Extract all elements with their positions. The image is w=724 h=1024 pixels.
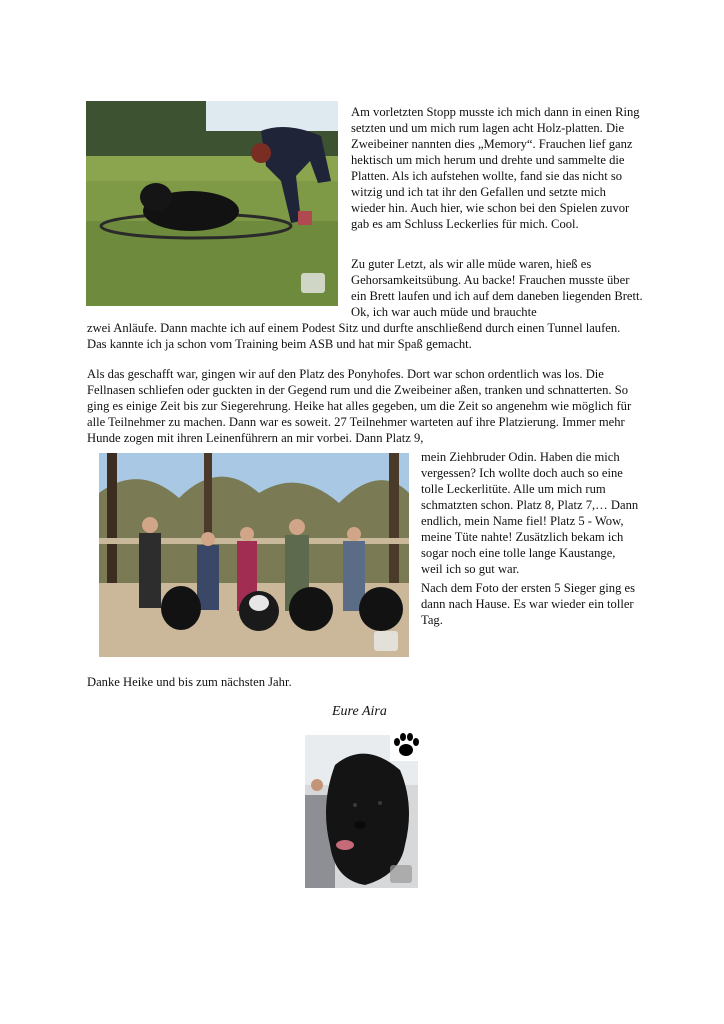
photo-watermark-icon <box>301 273 325 293</box>
paragraph-homeward: Nach dem Foto der ersten 5 Sieger ging es dann nach Hause. Es war wieder ein toller Tag. <box>421 581 636 627</box>
photo-winners-group <box>99 453 409 657</box>
paw-print-icon <box>390 729 422 761</box>
paragraph-placement-side: mein Ziehbruder Odin. Haben die mich vergessen? Ich wollte doch auch so eine tolle Leckerlitüte. Alle um mich rum schmatzten schon. Platz 8, Platz 7,… Dann endlich, mein Name fiel! Platz 5 - Wow, meine Tüte nahte! Zusätzlich bekam ich sogar noch eine tolle lange Kaustange, weil ich so gut war. <box>421 450 639 576</box>
paragraph-obedience-full: zwei Anläufe. Dann machte ich auf einem Podest Sitz und durfte anschließend durch einen Tunnel laufen. Das kannte ich ja schon vom Training beim ASB und hat mir Spaß gemacht. <box>87 321 621 351</box>
paragraph-obedience-side: Zu guter Letzt, als wir alle müde waren, hieß es Gehorsamkeitsübung. Au backe! Frauchen musste über ein Brett laufen und ich auf dem daneben liegenden Brett. Ok, ich war auch müde und brauchte <box>351 257 643 319</box>
paragraph-memory: Am vorletzten Stopp musste ich mich dann in einen Ring setzten und um mich rum lagen acht Holz-platten. Die Zweibeiner nannten dies „Memory“. Frauchen lief ganz hektisch um mich herum und drehte und sammelte die Platten. Als ich aufstehen wollte, fand sie das nicht so witzig und ich tat ihr den Gefallen und setzte mich wieder hin. Auch hier, wie schon bei den Spielen zuvor gab es am Schluss Leckerlies für mich. Cool. <box>351 105 640 231</box>
paragraph-ceremony: Als das geschafft war, gingen wir auf den Platz des Ponyhofes. Dort war schon ordentlich was los. Die Fellnasen schliefen oder guckten in der Gegend rum und die Zweibeiner aßen, tranken und schnatterten. So ging es einige Zeit bis zur Siegerehrung. Heike hat alles gegeben, um die Zeit so angenehm wie möglich für alle Teilnehmer zu machen. Dann war es soweit. 27 Teilnehmer warteten auf ihre Platzierung. Immer mehr Hunde zogen mit ihren Leinenführern an mir vorbei. Dann Platz 9, <box>87 367 632 445</box>
signature-aira: Eure Aira <box>332 704 387 719</box>
thanks-line: Danke Heike und bis zum nächsten Jahr. <box>87 675 292 689</box>
